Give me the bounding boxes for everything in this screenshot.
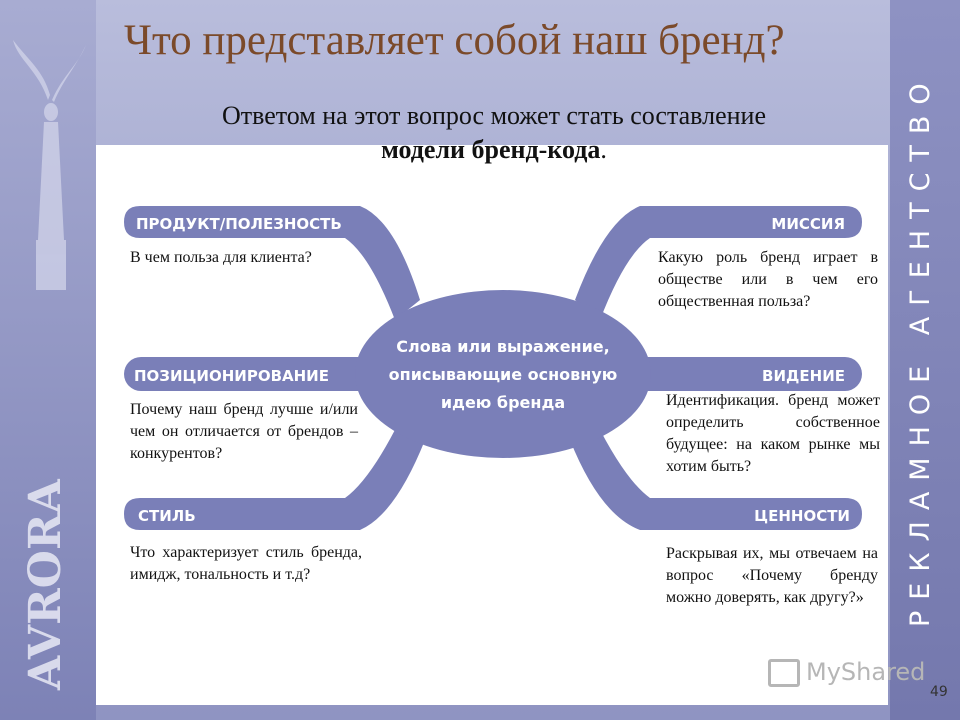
question-values: Раскрывая их, мы отвечаем на вопрос «Почему бренду можно доверять, как другу?» <box>666 545 878 606</box>
label-positioning: ПОЗИЦИОНИРОВАНИЕ <box>134 367 329 385</box>
agency-logo: AVRORA <box>20 479 71 690</box>
subtitle-line-1: Ответом на этот вопрос может стать составление <box>221 101 767 130</box>
presentation-icon <box>768 659 800 687</box>
watermark <box>768 658 925 687</box>
slide-title: Что представляет собой наш бренд? <box>124 17 785 64</box>
question-positioning: Почему наш бренд лучше и/или чем он отличается от брендов – конкурентов? <box>130 401 358 462</box>
label-product: ПРОДУКТ/ПОЛЕЗНОСТЬ <box>136 215 342 233</box>
label-vision: ВИДЕНИЕ <box>762 367 845 385</box>
subtitle-bold: модели бренд-кода <box>381 135 601 164</box>
center-line-3: идею бренда <box>440 393 566 412</box>
question-mission: Какую роль бренд играет в обществе или в чем его общественная польза? <box>658 249 878 310</box>
question-vision: Идентификация. бренд может определить собственное будущее: на каком рынке мы хотим быть? <box>666 392 880 475</box>
watermark-text: MyShared <box>806 658 926 686</box>
question-product: В чем польза для клиента? <box>130 249 312 266</box>
question-style: Что характеризует стиль бренда, имидж, тональность и т.д? <box>130 544 362 583</box>
center-line-1: Слова или выражение, <box>396 337 610 356</box>
page-number: 49 <box>930 684 948 700</box>
center-line-2: описывающие основную <box>388 365 618 384</box>
subtitle-end: . <box>600 135 607 164</box>
label-values: ЦЕННОСТИ <box>754 507 850 525</box>
agency-vertical-label: РЕКЛАМНОЕ АГЕНТСТВО <box>905 72 936 628</box>
label-style: СТИЛЬ <box>138 507 196 525</box>
label-mission: МИССИЯ <box>771 215 845 233</box>
